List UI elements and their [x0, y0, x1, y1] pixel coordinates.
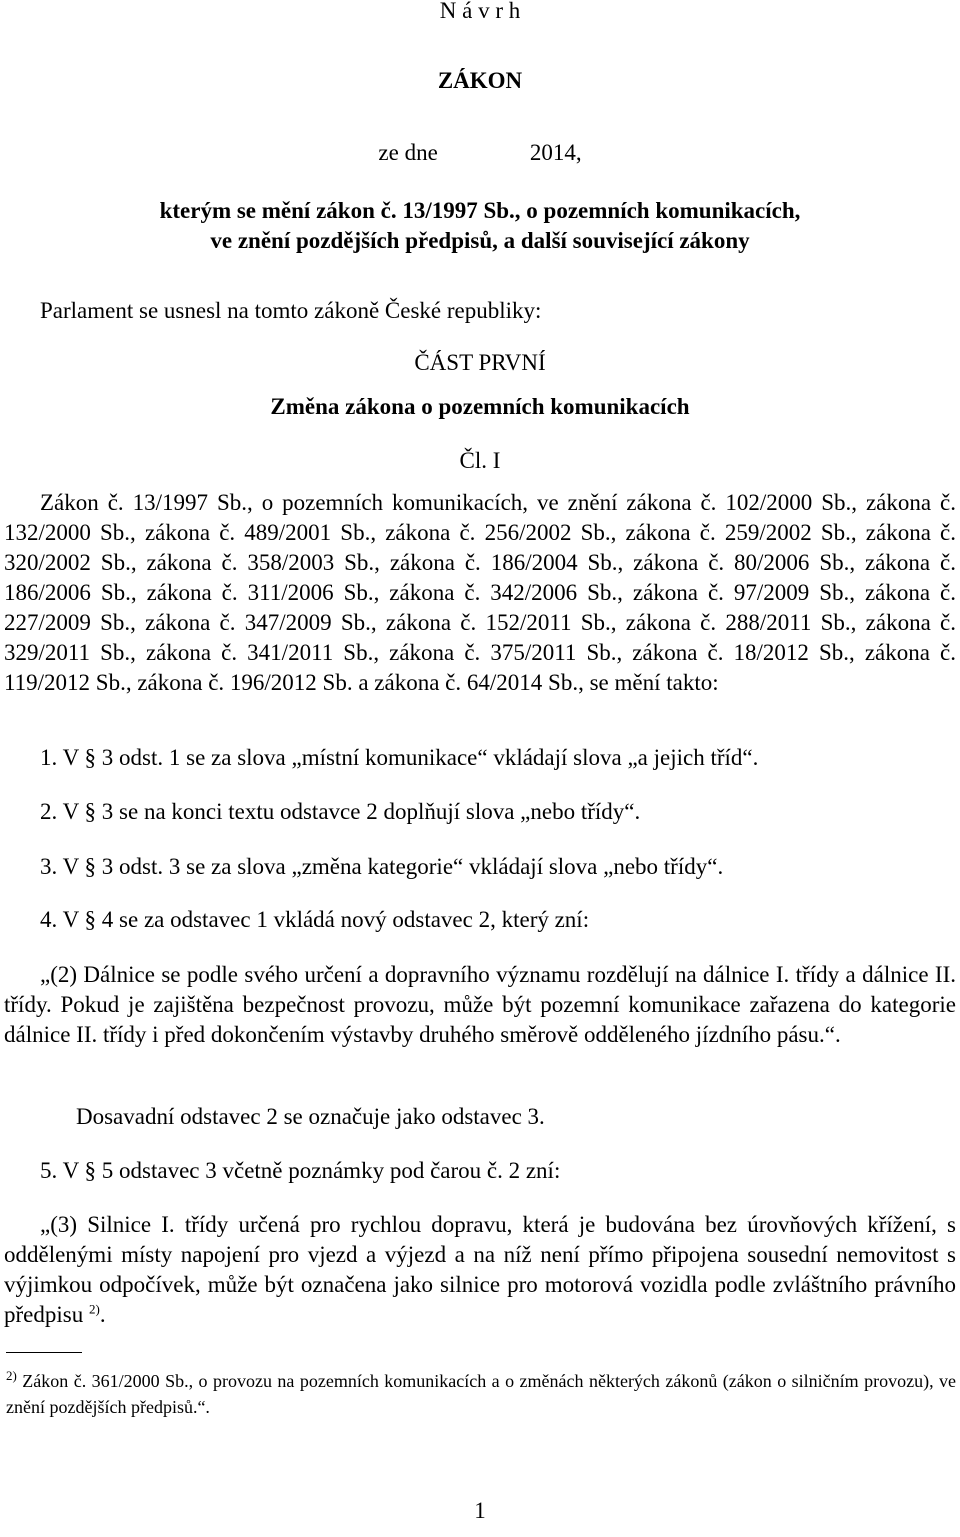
date-prefix: ze dne	[378, 140, 438, 165]
page-number: 1	[474, 1498, 486, 1523]
amendment-point-3: 3. V § 3 odst. 3 se za slova „změna kategorie“ vkládají slova „nebo třídy“.	[40, 854, 724, 879]
footnote-separator	[6, 1352, 82, 1353]
intro-paragraph: Zákon č. 13/1997 Sb., o pozemních komunikacích, ve znění zákona č. 102/2000 Sb., zákona č. 132/2000 Sb., zákona č. 489/2001 Sb., zákona č. 256/2002 Sb., zákona č. 259/2002 Sb., zákona č. 320/2002 Sb., zákona č. 358/2003 Sb., zákona č. 186/2004 Sb., zákona č. 80/2006 Sb., zákona č. 186/2006 Sb., zákona č. 311/2006 Sb., zákona č. 342/2006 Sb., zákona č. 97/2009 Sb., zákona č. 227/2009 Sb., zákona č. 347/2009 Sb., zákona č. 152/2011 Sb., zákona č. 288/2011 Sb., zákona č. 329/2011 Sb., zákona č. 341/2011 Sb., zákona č. 375/2011 Sb., zákona č. 18/2012 Sb., zákona č. 119/2012 Sb., zákona č. 196/2012 Sb. a zákona č. 64/2014 Sb., se mění takto:	[4, 490, 956, 695]
quoted-paragraph-3-text: „(3) Silnice I. třídy určená pro rychlou dopravu, která je budována bez úrovňových křížení, s oddělenými místy napojení pro vjezd a výjezd a na níž není přímo připojena sousední nemovitost s výjimkou odpočívek, může být označena jako silnice pro motorová vozidla podle zvláštního právního předpisu	[4, 1212, 956, 1327]
amendment-point-2: 2. V § 3 se na konci textu odstavce 2 doplňují slova „nebo třídy“.	[40, 799, 641, 824]
footnote	[6, 1368, 956, 1420]
date-year: 2014,	[529, 140, 582, 165]
part-subheading: Změna zákona o pozemních komunikacích	[270, 394, 690, 419]
renumber-note: Dosavadní odstavec 2 se označuje jako odstavec 3.	[76, 1104, 545, 1129]
law-subject-line2: ve znění pozdějších předpisů, a další související zákony	[210, 228, 750, 253]
quoted-paragraph-3-end: .	[99, 1302, 106, 1327]
law-date	[4, 138, 956, 168]
quoted-paragraph-3	[4, 1210, 956, 1330]
preamble: Parlament se usnesl na tomto zákoně České republiky:	[40, 298, 542, 323]
quoted-paragraph-2: „(2) Dálnice se podle svého určení a dopravního významu rozdělují na dálnice I. třídy a dálnice II. třídy. Pokud je zajištěna bezpečnost provozu, může být pozemní komunikace zařazena do kategorie dálnice II. třídy i před dokončením výstavby druhého směrově odděleného jízdního pásu.“.	[4, 962, 956, 1047]
amendment-point-1: 1. V § 3 odst. 1 se za slova „místní komunikace“ vkládají slova „a jejich tříd“.	[40, 745, 759, 770]
article-heading: Čl. I	[459, 448, 501, 473]
document-page	[4, 0, 956, 1537]
footnote-number: 2)	[6, 1368, 17, 1383]
law-title: ZÁKON	[437, 68, 523, 93]
law-subject-line1: kterým se mění zákon č. 13/1997 Sb., o pozemních komunikacích,	[159, 198, 801, 223]
draft-label: N á v r h	[439, 0, 521, 23]
footnote-reference: 2)	[88, 1301, 100, 1317]
footnote-text: Zákon č. 361/2000 Sb., o provozu na pozemních komunikacích a o změnách některých zákonů (zákon o silničním provozu), ve znění pozdějších předpisů.“.	[6, 1371, 957, 1417]
amendment-point-4: 4. V § 4 se za odstavec 1 vkládá nový odstavec 2, který zní:	[40, 907, 590, 932]
amendment-point-5: 5. V § 5 odstavec 3 včetně poznámky pod čarou č. 2 zní:	[40, 1158, 561, 1183]
part-heading: ČÁST PRVNÍ	[414, 350, 546, 375]
